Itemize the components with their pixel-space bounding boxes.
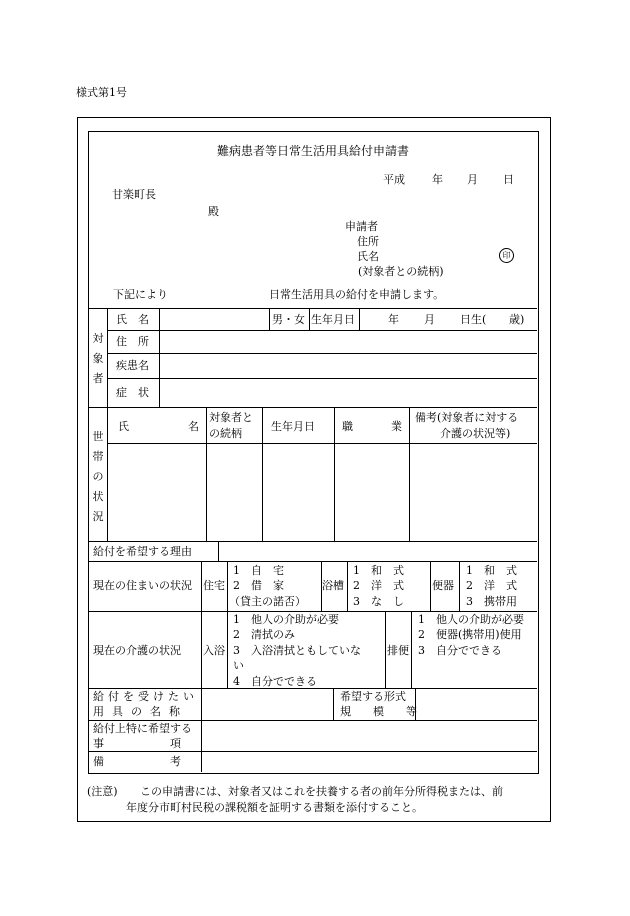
subject-name-label: 氏 名 (116, 313, 149, 326)
household-col-occupation-1: 職 (342, 420, 353, 433)
addressee: 甘楽町長 (112, 188, 156, 201)
applicant-heading: 申請者 (345, 220, 378, 233)
equipment-label-2: 用具の名称 (93, 705, 188, 718)
subject-birth-day: 日生( (460, 313, 487, 326)
care-excretion-option-2: 2 便器(携帯用)使用 (418, 628, 522, 641)
household-col-notes-2: 介護の状況等) (440, 427, 511, 440)
subject-disease-label: 疾患名 (116, 359, 149, 372)
date-day: 日 (503, 173, 514, 186)
equipment-format-label-2: 規 模 等 (340, 705, 417, 718)
housing-house-label: 住宅 (203, 579, 225, 592)
subject-birth-label: 生年月日 (311, 313, 355, 326)
care-bath-option-4: 4 自分でできる (233, 675, 317, 688)
household-col-relationship-2: の続柄 (209, 427, 242, 440)
applicant-address-label: 住所 (357, 235, 379, 248)
subject-sex: 男・女 (272, 313, 305, 326)
subject-birth-year: 年 (388, 313, 399, 326)
subject-address-label: 住 所 (116, 335, 149, 348)
note-line-2: 年度分市町村民税の課税額を証明する書類を添付すること。 (126, 801, 423, 814)
remarks-label: 備 考 (93, 755, 181, 768)
request-text: 日常生活用具の給付を申請します。 (269, 288, 445, 301)
date-month: 月 (467, 173, 478, 186)
care-bath-option-3: 3 入浴清拭ともしていな (233, 644, 361, 657)
housing-house-option-3: （貸主の諾否） (229, 595, 306, 608)
household-col-name-2: 名 (188, 420, 199, 433)
housing-toilet-option-2: 2 洋 式 (466, 579, 517, 592)
special-label-1: 給付上特に希望する (93, 722, 192, 735)
housing-toilet-option-3: 3 携帯用 (466, 595, 517, 608)
equipment-format-label-1: 希望する形式 (340, 690, 406, 703)
household-col-relationship-1: 対象者と (209, 411, 253, 424)
care-bath-option-2: 2 清拭のみ (233, 628, 295, 641)
applicant-relationship-label: (対象者との続柄) (358, 265, 444, 278)
household-col-occupation-2: 業 (391, 420, 402, 433)
reason-label: 給付を希望する理由 (93, 545, 192, 558)
special-label-2: 事 項 (93, 737, 181, 750)
housing-bath-option-2: 2 洋 式 (353, 579, 404, 592)
housing-label: 現在の住まいの状況 (93, 579, 192, 592)
household-col-birth: 生年月日 (271, 420, 315, 433)
household-section-label: 世帯の状況 (92, 430, 104, 523)
housing-bath-option-1: 1 和 式 (353, 564, 404, 577)
housing-bath-label: 浴槽 (322, 579, 344, 592)
honorific: 殿 (208, 205, 219, 218)
care-bath-option-1: 1 他人の介助が必要 (233, 613, 339, 626)
housing-toilet-option-1: 1 和 式 (466, 564, 517, 577)
page-title: 難病患者等日常生活用具給付申請書 (217, 144, 410, 158)
note-prefix: (注意) (87, 785, 118, 798)
date-year: 年 (432, 173, 443, 186)
care-label: 現在の介護の状況 (93, 644, 181, 657)
housing-house-option-1: 1 自 宅 (233, 564, 284, 577)
subject-symptom-label: 症 状 (116, 386, 149, 399)
household-col-notes-1: 備考(対象者に対する (415, 411, 519, 424)
housing-toilet-label: 便器 (432, 579, 454, 592)
care-excretion-option-1: 1 他人の介助が必要 (418, 613, 524, 626)
form-number: 様式第1号 (76, 86, 127, 99)
note-line-1: この申請書には、対象者又はこれを扶養する者の前年分所得税または、前 (140, 785, 503, 798)
subject-birth-month: 月 (424, 313, 435, 326)
subject-section-label: 対象者 (92, 332, 104, 385)
household-col-name-1: 氏 (118, 420, 129, 433)
care-bath-label: 入浴 (203, 644, 225, 657)
seal-mark: 印 (499, 248, 514, 263)
care-excretion-label: 排便 (387, 644, 409, 657)
equipment-label-1: 給付を受けたい (93, 690, 198, 703)
date-era: 平成 (383, 173, 405, 186)
care-bath-option-3-cont: い (233, 659, 244, 672)
applicant-name-label: 氏名 (357, 250, 379, 263)
care-excretion-option-3: 3 自分でできる (418, 644, 502, 657)
request-prefix: 下記により (113, 288, 168, 301)
subject-birth-age: 歳) (509, 313, 525, 326)
housing-house-option-2: 2 借 家 (233, 579, 284, 592)
housing-bath-option-3: 3 な し (353, 595, 404, 608)
